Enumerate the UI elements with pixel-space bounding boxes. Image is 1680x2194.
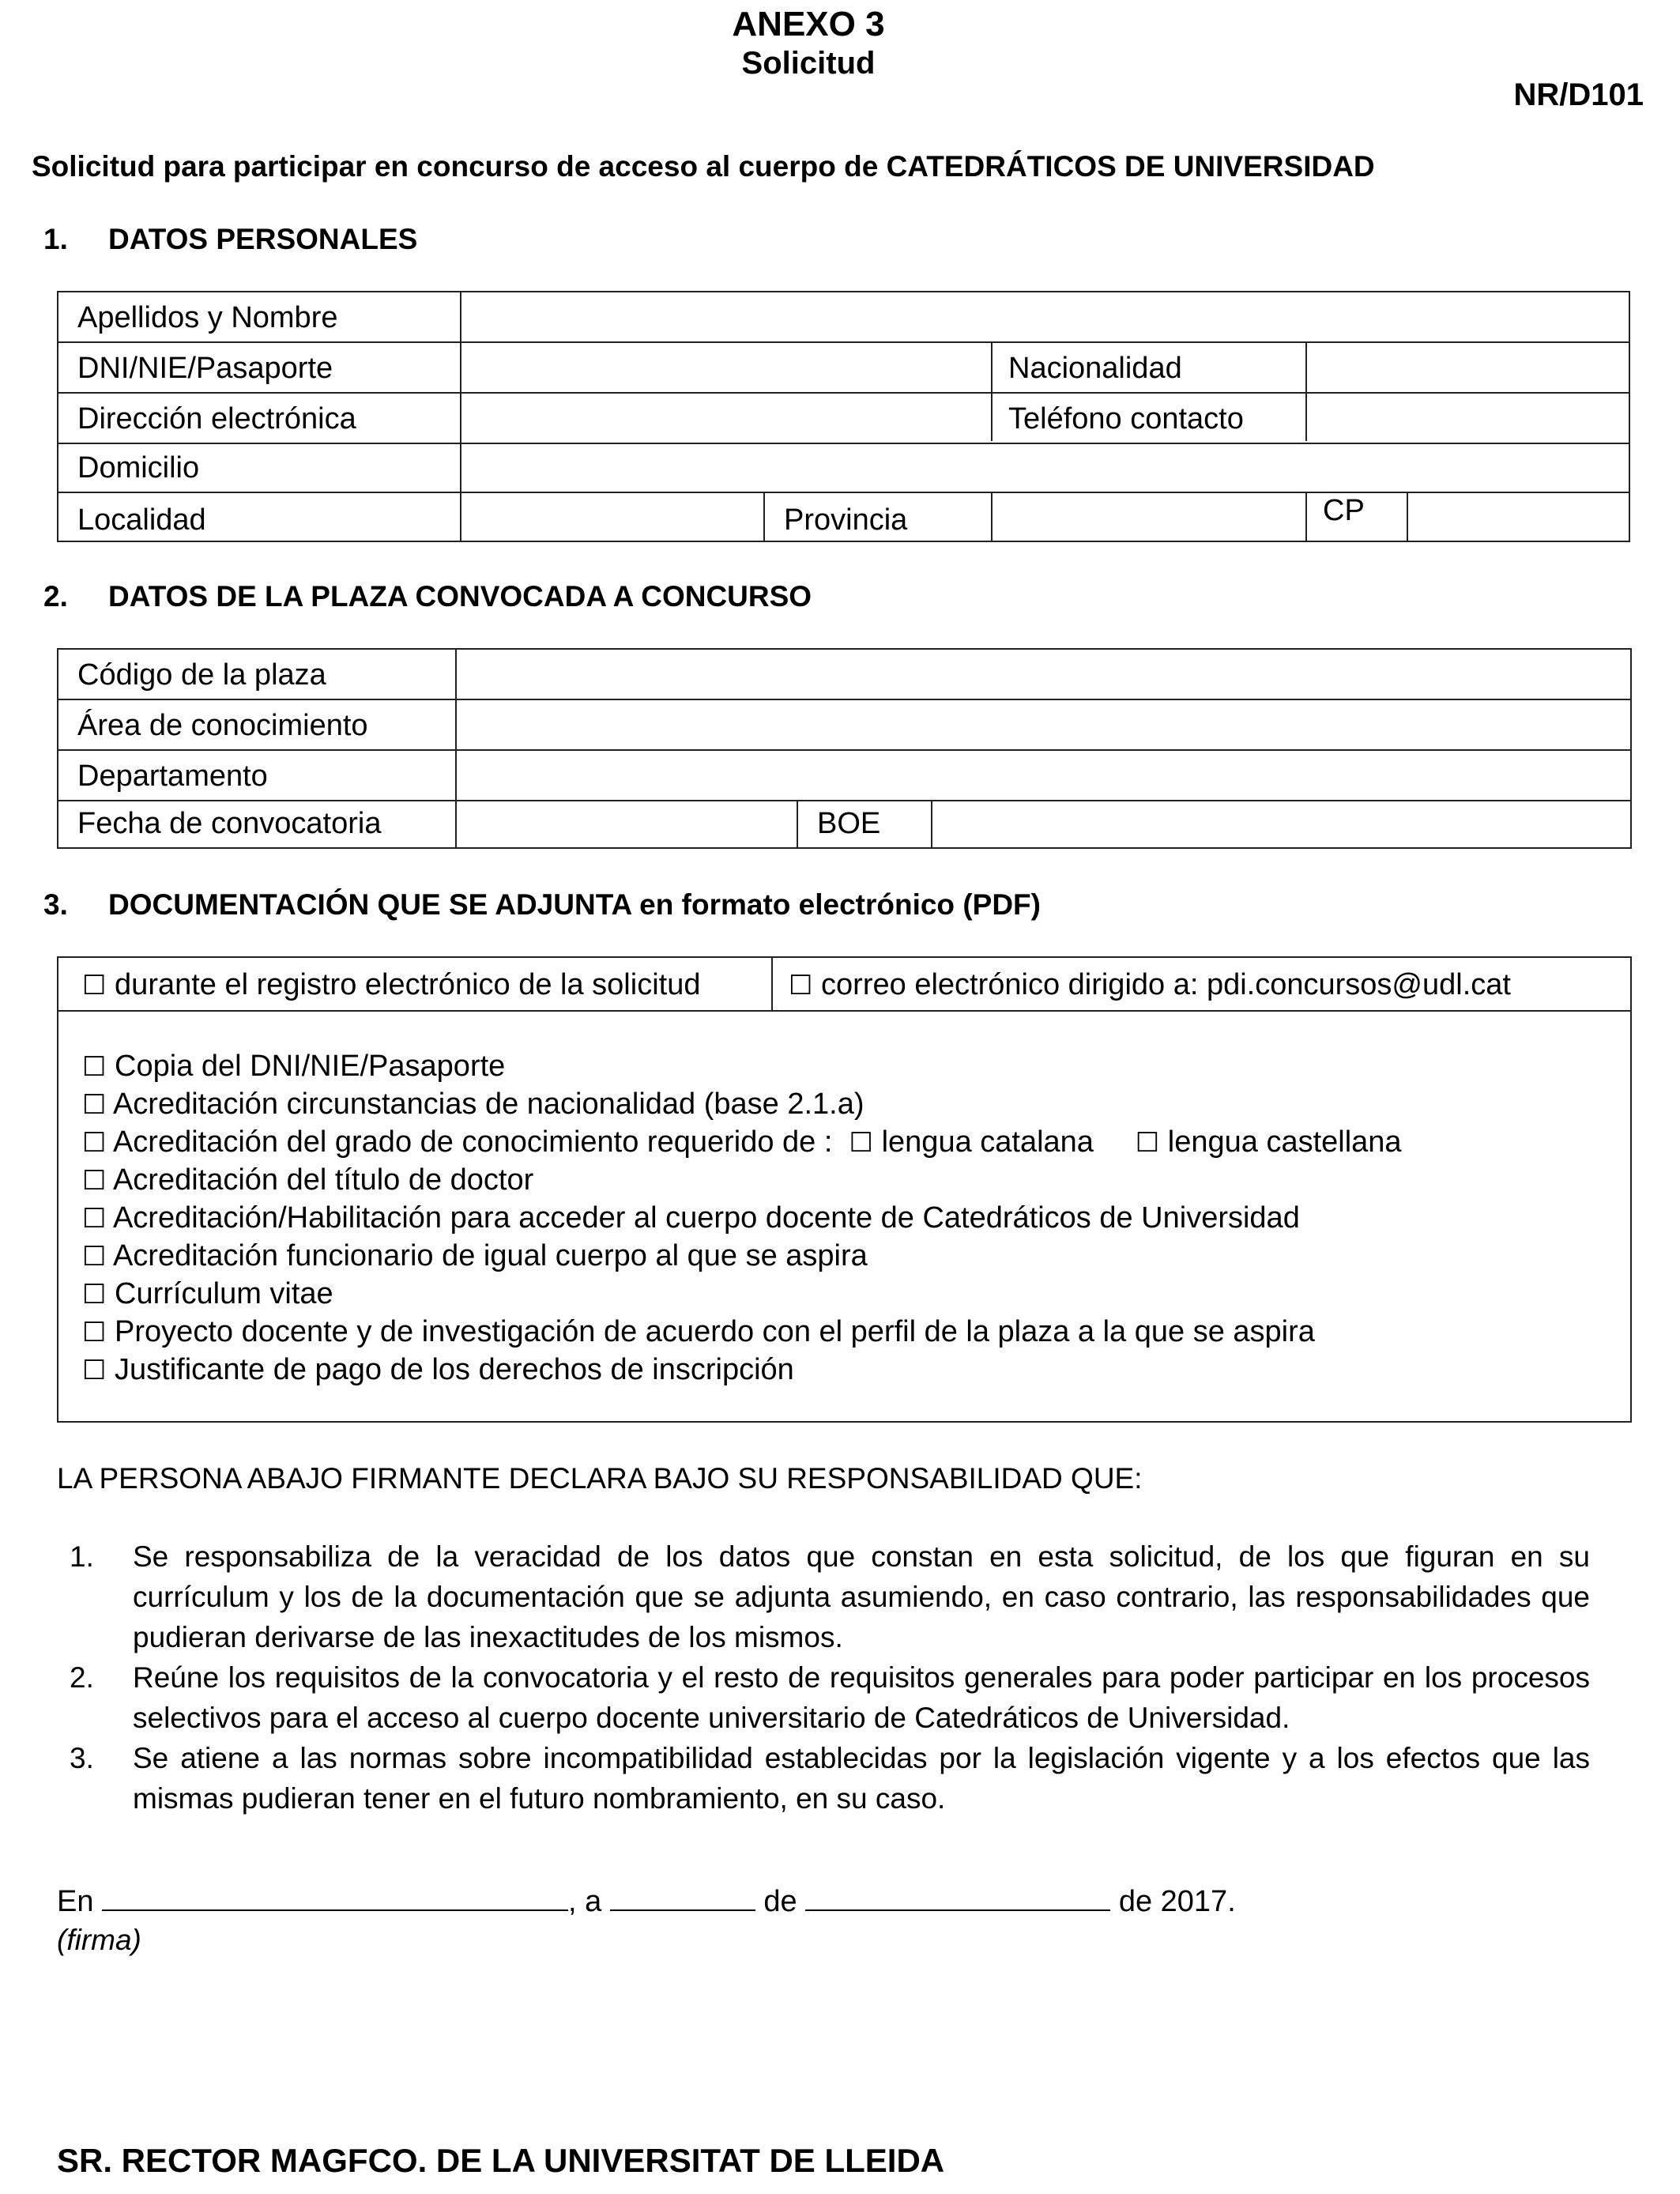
label-locality: Localidad: [77, 503, 206, 537]
section3-title-bold: DOCUMENTACIÓN QUE SE ADJUNTA: [108, 888, 631, 921]
field-area[interactable]: [465, 705, 1618, 745]
sign-en: En: [57, 1885, 94, 1918]
label-department: Departamento: [77, 760, 268, 793]
field-cp[interactable]: [1414, 496, 1620, 537]
section2-title: DATOS DE LA PLAZA CONVOCADA A CONCURSO: [108, 580, 812, 613]
checkbox-icon[interactable]: ☐: [82, 1279, 107, 1310]
field-name[interactable]: [469, 297, 1615, 337]
list-item[interactable]: [82, 1200, 1402, 1238]
signature-label: (firma): [57, 1924, 141, 1956]
item-number: 1.: [70, 1540, 94, 1573]
document-label: Justificante de pago de los derechos de inscripción: [115, 1353, 794, 1386]
section3-heading: [43, 888, 1041, 922]
personal-data-table: [57, 291, 1630, 542]
document-title: Solicitud: [741, 46, 876, 81]
sign-de: de: [763, 1885, 797, 1918]
item-text: Se responsabiliza de la veracidad de los datos que constan en esta solicitud, de los que figuran en su currículum y los de la documentación que se adjunta asumiendo, en caso contrario, las responsabilidades que pudieran derivarse de las inexactitudes de los mismos.: [133, 1540, 1590, 1653]
section2-number: 2.: [43, 580, 68, 613]
signature-line: [57, 1883, 1236, 1919]
sign-year: de 2017.: [1118, 1885, 1236, 1918]
list-item[interactable]: [82, 1124, 1402, 1162]
label-nationality: Nacionalidad: [1008, 352, 1182, 385]
label-email: Dirección electrónica: [77, 402, 356, 435]
label-address: Domicilio: [77, 451, 200, 484]
field-boe[interactable]: [939, 805, 1618, 844]
language-spanish-label: lengua castellana: [1167, 1125, 1402, 1159]
list-item: [57, 1738, 1590, 1819]
list-item[interactable]: [82, 1086, 1402, 1124]
day-field[interactable]: [610, 1883, 755, 1911]
checkbox-icon[interactable]: ☐: [82, 1203, 107, 1235]
documents-list: [82, 1048, 1402, 1389]
document-label: Acreditación funcionario de igual cuerpo al que se aspira: [112, 1239, 868, 1272]
list-item: [57, 1657, 1590, 1738]
list-item[interactable]: [82, 1238, 1402, 1276]
position-data-table: [57, 648, 1632, 849]
label-province: Provincia: [784, 503, 908, 537]
checkbox-icon[interactable]: ☐: [849, 1127, 874, 1159]
field-email[interactable]: [469, 398, 983, 438]
language-catalan-label: lengua catalana: [881, 1125, 1094, 1159]
item-text: Se atiene a las normas sobre incompatibilidad establecidas por la legislación vigente y a los efectos que las mismas pudieran tener en el futuro nombramiento, en su caso.: [133, 1742, 1590, 1815]
field-position-code[interactable]: [465, 654, 1618, 694]
field-locality[interactable]: [469, 496, 758, 537]
section1-title: DATOS PERSONALES: [108, 223, 418, 255]
recipient: SR. RECTOR MAGFCO. DE LA UNIVERSITAT DE LLEIDA: [57, 2142, 945, 2179]
list-item[interactable]: [82, 1276, 1402, 1314]
document-label: Acreditación del título de doctor: [112, 1163, 534, 1197]
field-address[interactable]: [469, 447, 1615, 487]
documents-table: [57, 956, 1632, 1423]
label-cp: CP: [1323, 494, 1365, 527]
list-item[interactable]: [82, 1314, 1402, 1351]
label-name: Apellidos y Nombre: [77, 301, 338, 334]
delivery-option-registry-label: durante el registro electrónico de la solicitud: [115, 968, 701, 1001]
checkbox-icon[interactable]: ☐: [789, 970, 813, 1001]
document-label: Acreditación circunstancias de nacionalidad (base 2.1.a): [112, 1088, 864, 1121]
label-boe: BOE: [817, 807, 881, 840]
field-nationality[interactable]: [1315, 348, 1623, 387]
declaration-list: [57, 1536, 1590, 1819]
month-field[interactable]: [805, 1883, 1110, 1911]
field-department[interactable]: [465, 756, 1618, 795]
list-item[interactable]: [82, 1351, 1402, 1389]
section3-number: 3.: [43, 888, 68, 921]
field-phone[interactable]: [1315, 398, 1623, 438]
checkbox-icon[interactable]: ☐: [82, 1089, 107, 1121]
document-label: Acreditación del grado de conocimiento requerido de :: [112, 1125, 833, 1159]
section1-heading: [43, 223, 417, 256]
list-item[interactable]: [82, 1048, 1402, 1086]
document-label: Proyecto docente y de investigación de acuerdo con el perfil de la plaza a la que se aspira: [115, 1315, 1315, 1348]
list-item: [57, 1536, 1590, 1657]
delivery-option-email-label: correo electrónico dirigido a: pdi.concursos@udl.cat: [821, 968, 1511, 1001]
checkbox-icon[interactable]: ☐: [1135, 1127, 1160, 1159]
document-label: Acreditación/Habilitación para acceder al cuerpo docente de Catedráticos de Universidad: [112, 1201, 1300, 1235]
label-call-date: Fecha de convocatoria: [77, 807, 382, 840]
checkbox-icon[interactable]: ☐: [82, 970, 107, 1001]
sign-a: , a: [568, 1885, 602, 1918]
field-province[interactable]: [999, 496, 1299, 537]
annex-heading: ANEXO 3: [732, 5, 885, 43]
checkbox-icon[interactable]: ☐: [82, 1127, 107, 1159]
place-field[interactable]: [102, 1883, 568, 1911]
document-label: Copia del DNI/NIE/Pasaporte: [115, 1050, 506, 1083]
declaration-heading: LA PERSONA ABAJO FIRMANTE DECLARA BAJO SU RESPONSABILIDAD QUE:: [57, 1462, 1143, 1495]
label-dni: DNI/NIE/Pasaporte: [77, 352, 333, 385]
document-label: Currículum vitae: [115, 1277, 333, 1310]
delivery-option-email[interactable]: [789, 969, 1511, 1001]
label-position-code: Código de la plaza: [77, 658, 326, 692]
section1-number: 1.: [43, 223, 68, 255]
field-dni[interactable]: [469, 348, 983, 387]
checkbox-icon[interactable]: ☐: [82, 1317, 107, 1348]
section3-title-rest: en formato electrónico (PDF): [631, 888, 1041, 921]
item-text: Reúne los requisitos de la convocatoria y el resto de requisitos generales para poder participar en los procesos selectivos para el acceso al cuerpo docente universitario de Catedráticos de Universidad.: [133, 1661, 1590, 1734]
section2-heading: [43, 580, 812, 613]
field-call-date[interactable]: [465, 805, 789, 844]
label-area: Área de conocimiento: [77, 709, 368, 742]
label-phone: Teléfono contacto: [1008, 402, 1244, 435]
checkbox-icon[interactable]: ☐: [82, 1355, 107, 1386]
checkbox-icon[interactable]: ☐: [82, 1241, 107, 1272]
document-subtitle: Solicitud para participar en concurso de acceso al cuerpo de CATEDRÁTICOS DE UNIVERSIDAD: [32, 150, 1375, 183]
checkbox-icon[interactable]: ☐: [82, 1051, 107, 1083]
checkbox-icon[interactable]: ☐: [82, 1165, 107, 1197]
delivery-option-registry[interactable]: [82, 969, 700, 1001]
item-number: 3.: [70, 1742, 94, 1774]
item-number: 2.: [70, 1661, 94, 1694]
document-code: NR/D101: [1513, 77, 1644, 112]
list-item[interactable]: [82, 1162, 1402, 1200]
